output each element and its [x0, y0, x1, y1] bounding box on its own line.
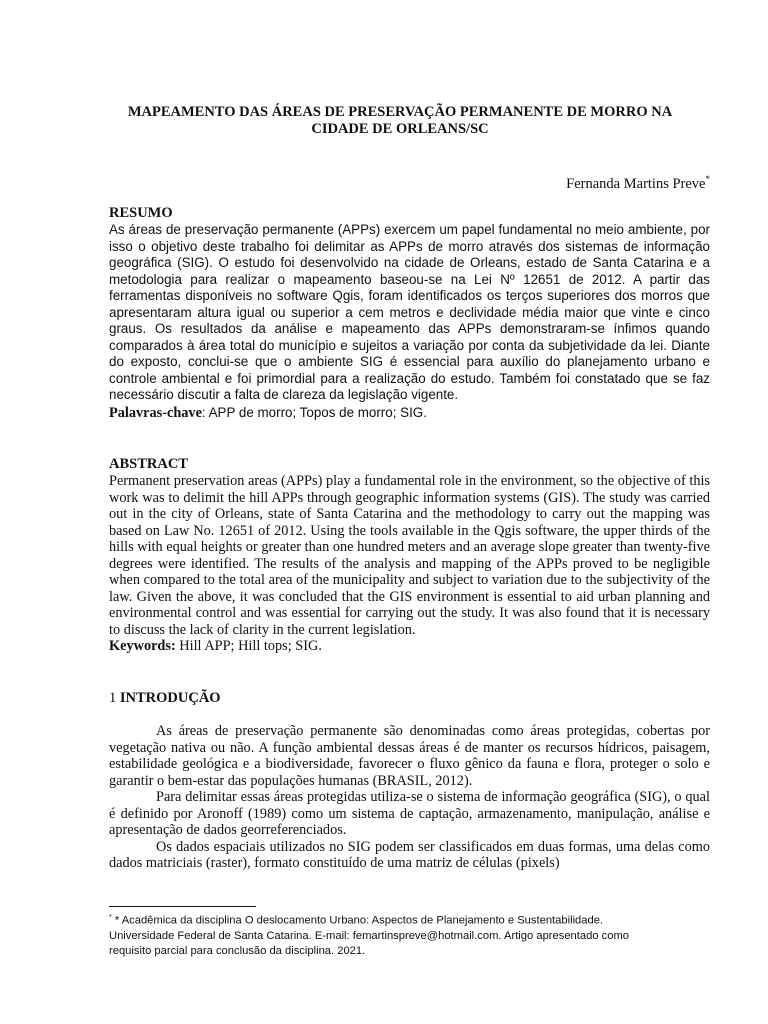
- resumo-section: [109, 205, 710, 421]
- footnote-divider: [109, 906, 256, 907]
- abstract-section: [109, 456, 710, 655]
- resumo-keywords-values: : APP de morro; Topos de morro; SIG.: [201, 404, 427, 420]
- intro-paragraph-1: As áreas de preservação permanente são denominadas como áreas protegidas, cobertas por vegetação nativa ou não. A função ambiental dessas áreas é de manter os recursos hídricos, paisagem, estabilidade geológica e a biodiversidade, favorecer o fluxo gênico da fauna e flora, proteger o solo e garantir o bem-estar das populações humanas (BRASIL, 2012).: [109, 723, 710, 789]
- abstract-text: Permanent preservation areas (APPs) play a fundamental role in the environment, so the objective of this work was to delimit the hill APPs through geographic information systems (GIS). The study was carried out in the city of Orleans, state of Santa Catarina and the methodology to carry out the mapping was based on Law No. 12651 of 2012. Using the tools available in the Qgis software, the upper thirds of the hills with equal heights or greater than one hundred meters and an average slope greater than twenty-five degrees were identified. The results of the analysis and mapping of the APPs proved to be negligible when compared to the total area of the municipality and subject to variation due to the subjectivity of the law. Given the above, it was concluded that the GIS environment is essential to aid urban planning and environmental control and was essential for carrying out the study. It was also found that it is necessary to discuss the lack of clarity in the current legislation.: [109, 473, 710, 638]
- abstract-keywords: [109, 638, 710, 655]
- resumo-heading: RESUMO: [109, 205, 173, 221]
- author-footnote-mark: *: [705, 174, 710, 184]
- abstract-keywords-label: Keywords:: [109, 638, 176, 654]
- intro-heading: [109, 690, 710, 707]
- paper-title: MAPEAMENTO DAS ÁREAS DE PRESERVAÇÃO PERMANENTE DE MORRO NA CIDADE DE ORLEANS/SC: [127, 104, 673, 137]
- resumo-text: As áreas de preservação permanente (APPs) exercem um papel fundamental no meio ambiente, por isso o objetivo deste trabalho foi delimitar as APPs de morro através dos sistemas de informação geográfica (SIG). O estudo foi desenvolvido na cidade de Orleans, estado de Santa Catarina e a metodologia para realizar o mapeamento baseou-se na Lei Nº 12651 de 2012. A partir das ferramentas disponíveis no software Qgis, foram identificados os terços superiores dos morros que apresentaram altura igual ou superior a cem metros e declividade média maior que vinte e cinco graus. Os resultados da análise e mapeamento das APPs demonstraram-se ínfimos quando comparados à área total do município e sujeitos a variação por conta da subjetividade da lei. Diante do exposto, conclui-se que o ambiente SIG é essencial para auxílio do planejamento urbano e controle ambiental e foi primordial para a realização do estudo. Também foi constatado que se faz necessário discutir a falta de clareza da legislação vigente.: [109, 222, 710, 402]
- abstract-heading: ABSTRACT: [109, 456, 188, 472]
- intro-section: [109, 690, 710, 872]
- intro-heading-text: INTRODUÇÃO: [119, 690, 221, 706]
- footnote-mark: *: [109, 914, 112, 921]
- resumo-keywords: [109, 405, 710, 422]
- resumo-keywords-label: Palavras-chave: [109, 404, 202, 421]
- footnote-text: * Acadêmica da disciplina O deslocamento Urbano: Aspectos de Planejamento e Sustentabilidade. Universidade Federal de Santa Catarina. E-mail: femartinspreve@hotmail.com. Artigo apresentado como requisito parcial para conclusão da disciplina. 2021.: [109, 914, 630, 957]
- intro-paragraph-2: Para delimitar essas áreas protegidas utiliza-se o sistema de informação geográfica (SIG), o qual é definido por Aronoff (1989) como um sistema de captação, armazenamento, manipulação, análise e apresentação de dados georreferenciados.: [109, 789, 710, 838]
- author-name: Fernanda Martins Preve: [566, 175, 706, 192]
- intro-heading-number: 1: [109, 690, 120, 706]
- author-line: [566, 171, 710, 193]
- intro-paragraph-3: Os dados espaciais utilizados no SIG podem ser classificados em duas formas, uma delas como dados matriciais (raster), formato constituído de uma matriz de células (pixels): [109, 838, 710, 871]
- abstract-keywords-values: Hill APP; Hill tops; SIG.: [175, 638, 322, 654]
- footnote: [109, 910, 669, 959]
